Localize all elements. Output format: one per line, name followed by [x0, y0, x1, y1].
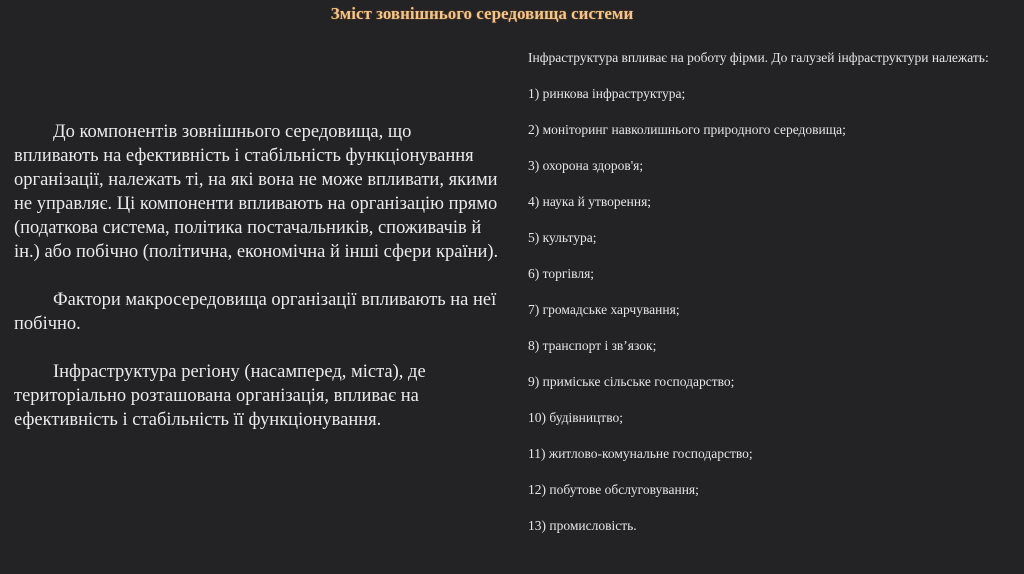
list-item: 11) житлово-комунальне господарство;	[528, 446, 753, 461]
list-item: 4) наука й утворення;	[528, 194, 652, 209]
slide-title: Зміст зовнішнього середовища системи	[330, 4, 634, 23]
list-item: 2) моніторинг навколишнього природного середовища;	[528, 122, 846, 137]
list-item: 10) будівництво;	[528, 410, 623, 425]
infrastructure-intro: Інфраструктура впливає на роботу фірми. До галузей інфраструктури належать:	[528, 50, 989, 65]
list-item: 7) громадське харчування;	[528, 302, 680, 317]
list-item: 6) торгівля;	[528, 266, 595, 281]
paragraph-macro-factors: Фактори макросередовища організації впливають на неї побічно.	[14, 290, 497, 334]
left-text-column	[14, 120, 500, 432]
list-item: 12) побутове обслуговування;	[528, 482, 699, 497]
list-item: 5) культура;	[528, 230, 597, 245]
paragraph-components: До компонентів зовнішнього середовища, що впливають на ефективність і стабільність функціонування організації, належать ті, на які вона не може впливати, якими не управляє. Ці компоненти впливають на організацію прямо (податкова система, політика постачальників, споживачів й ін.) або побічно (політична, економічна й інші сфери країни).	[14, 122, 499, 262]
list-item: 1) ринкова інфраструктура;	[528, 86, 686, 101]
list-item: 8) транспорт і зв’язок;	[528, 338, 657, 353]
right-text-column	[528, 49, 998, 553]
paragraph-infrastructure: Інфраструктура регіону (насамперед, міста), де територіально розташована організація, впливає на ефективність і стабільність її функціонування.	[14, 362, 426, 430]
list-item: 13) промисловість.	[528, 518, 637, 533]
infrastructure-list	[528, 85, 998, 535]
list-item: 3) охорона здоров'я;	[528, 158, 644, 173]
list-item: 9) приміське сільське господарство;	[528, 374, 735, 389]
